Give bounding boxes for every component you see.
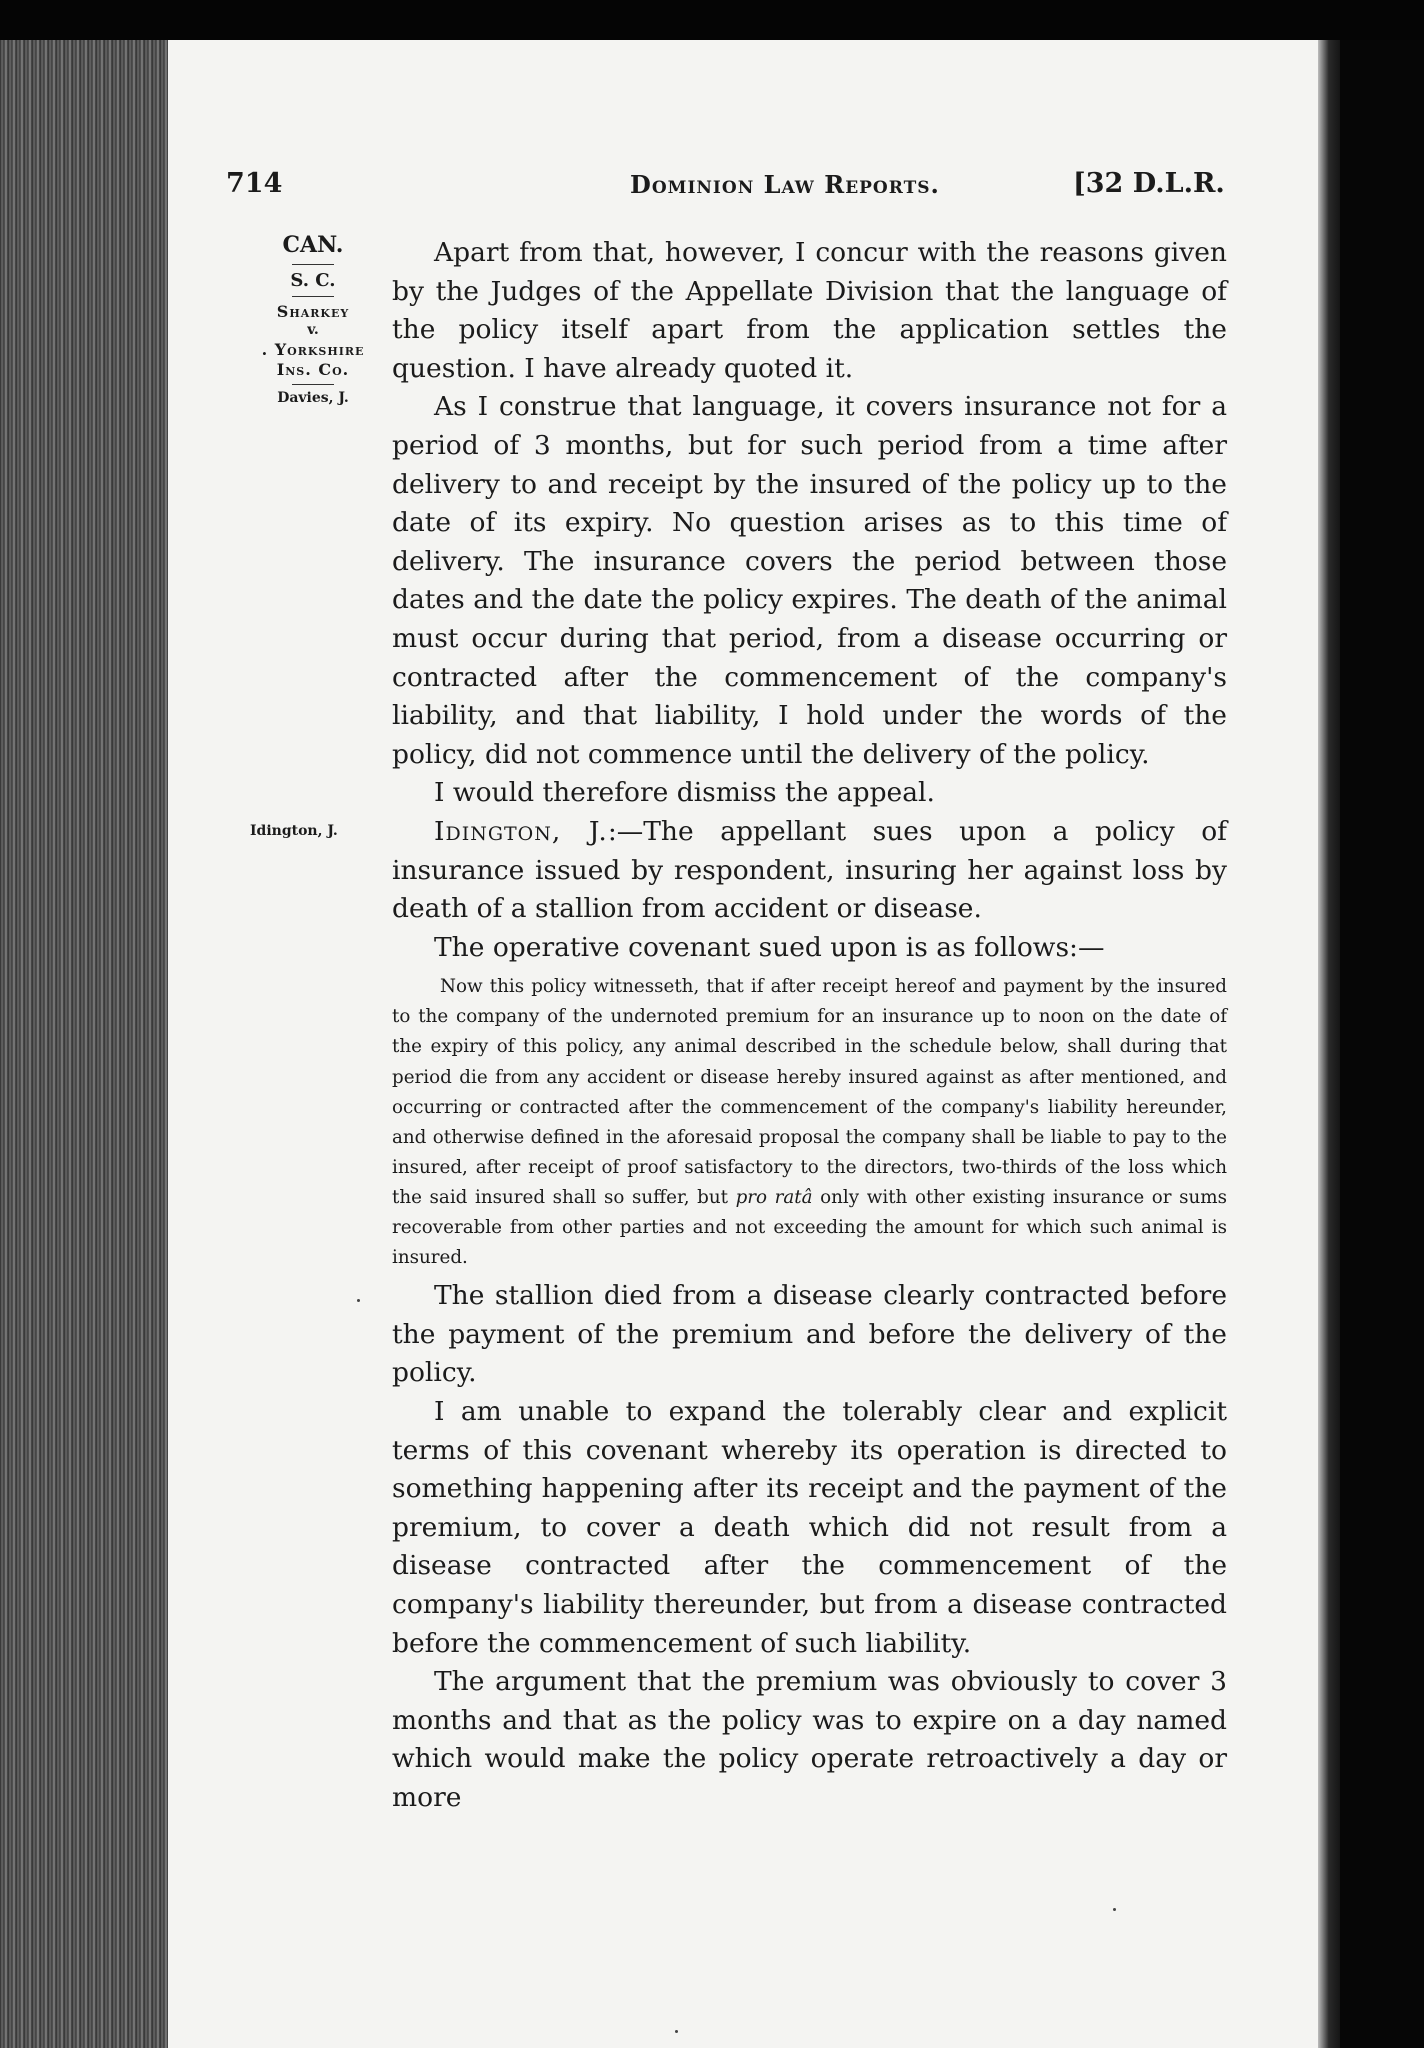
paragraph: I would therefore dismiss the appeal.	[434, 777, 935, 809]
quote-text: Now this policy witnesseth, that if after receipt hereof and payment by the insured to the company of the undernoted premium for an insurance up to noon on the date of the expiry of this policy, any animal described in the schedule below, shall during that period die from any accident or disease hereby insured against as after mentioned, and occurring or contracted after the commencement of the company's liability hereunder, and otherwise defined in the aforesaid proposal the company shall be liable to pay to the insured, after receipt of proof satisfactory to the directors, two-thirds of the loss which the said insured shall so suffer, but	[392, 976, 1227, 1208]
judge-name: Idington, J.	[434, 815, 608, 847]
book-page-edges	[0, 40, 170, 2048]
dust-speck	[357, 1299, 360, 1302]
dust-speck	[1113, 1908, 1116, 1911]
margin-rule	[292, 296, 334, 297]
margin-rule	[292, 384, 334, 385]
paragraph: I am unable to expand the tolerably clear and explicit terms of this covenant whereby its operation is directed to something happening after its receipt and the payment of the premium, to cover a death which did not result from a disease contracted after the commencement of the company's liability thereunder, but from a disease contracted before the commencement of such liability.	[392, 1396, 1227, 1659]
paragraph: The argument that the premium was obviously to cover 3 months and that as the policy was to expire on a day named which would make the policy operate retroactively a day or more	[392, 1666, 1227, 1813]
paragraph: Apart from that, however, I concur with the reasons given by the Judges of the Appellate Division that the language of the policy itself apart from the application settles the question. I have already quoted it.	[392, 237, 1227, 384]
top-dark-band	[0, 0, 1424, 44]
paragraph: The stallion died from a disease clearly contracted before the payment of the premium and before the delivery of the policy.	[392, 1280, 1227, 1389]
paragraph-text: :—The appellant sues upon a policy of insurance issued by respondent, insuring her against loss by death of a stallion from accident or disease.	[392, 815, 1227, 925]
quote-text: only with other existing insurance or sums recoverable from other parties and not exceeding the amount for which such animal is insured.	[392, 1186, 1227, 1269]
volume-reference: [32 D.L.R.	[1073, 168, 1225, 199]
margin-case-party-1: Sharkey	[276, 302, 350, 321]
page-number: 714	[226, 168, 283, 199]
paragraph: The operative covenant sued upon is as follows:—	[434, 931, 1105, 963]
paragraph-idington	[392, 813, 1227, 929]
right-gutter-shadow	[1318, 40, 1342, 2048]
body-text	[392, 234, 1227, 1818]
margin-case-party-2-cont: Ins. Co.	[276, 359, 350, 379]
margin-case-party-2: . Yorkshire	[261, 339, 365, 359]
margin-court: CAN.	[282, 232, 344, 258]
margin-judge-idington: Idington, J.	[250, 823, 338, 839]
margin-judge-davies: Davies, J.	[277, 389, 349, 406]
margin-division: S. C.	[290, 269, 336, 291]
right-dark-margin	[1340, 40, 1424, 2048]
dust-speck	[675, 2030, 678, 2033]
block-quote	[392, 972, 1227, 1273]
margin-rule	[292, 264, 334, 265]
margin-notes	[238, 232, 388, 407]
running-title: Dominion Law Reports.	[630, 170, 940, 199]
quote-italic: pro ratâ	[735, 1186, 813, 1208]
margin-case-versus: v.	[307, 322, 319, 338]
paragraph: As I construe that language, it covers insurance not for a period of 3 months, but for such period from a time after delivery to and receipt by the insured of the policy up to the date of its expiry. No question arises as to this time of delivery. The insurance covers the period between those dates and the date the policy expires. The death of the animal must occur during that period, from a disease occurring or contracted after the commencement of the company's liability, and that liability, I hold under the words of the policy, did not commence until the delivery of the policy.	[392, 391, 1227, 770]
